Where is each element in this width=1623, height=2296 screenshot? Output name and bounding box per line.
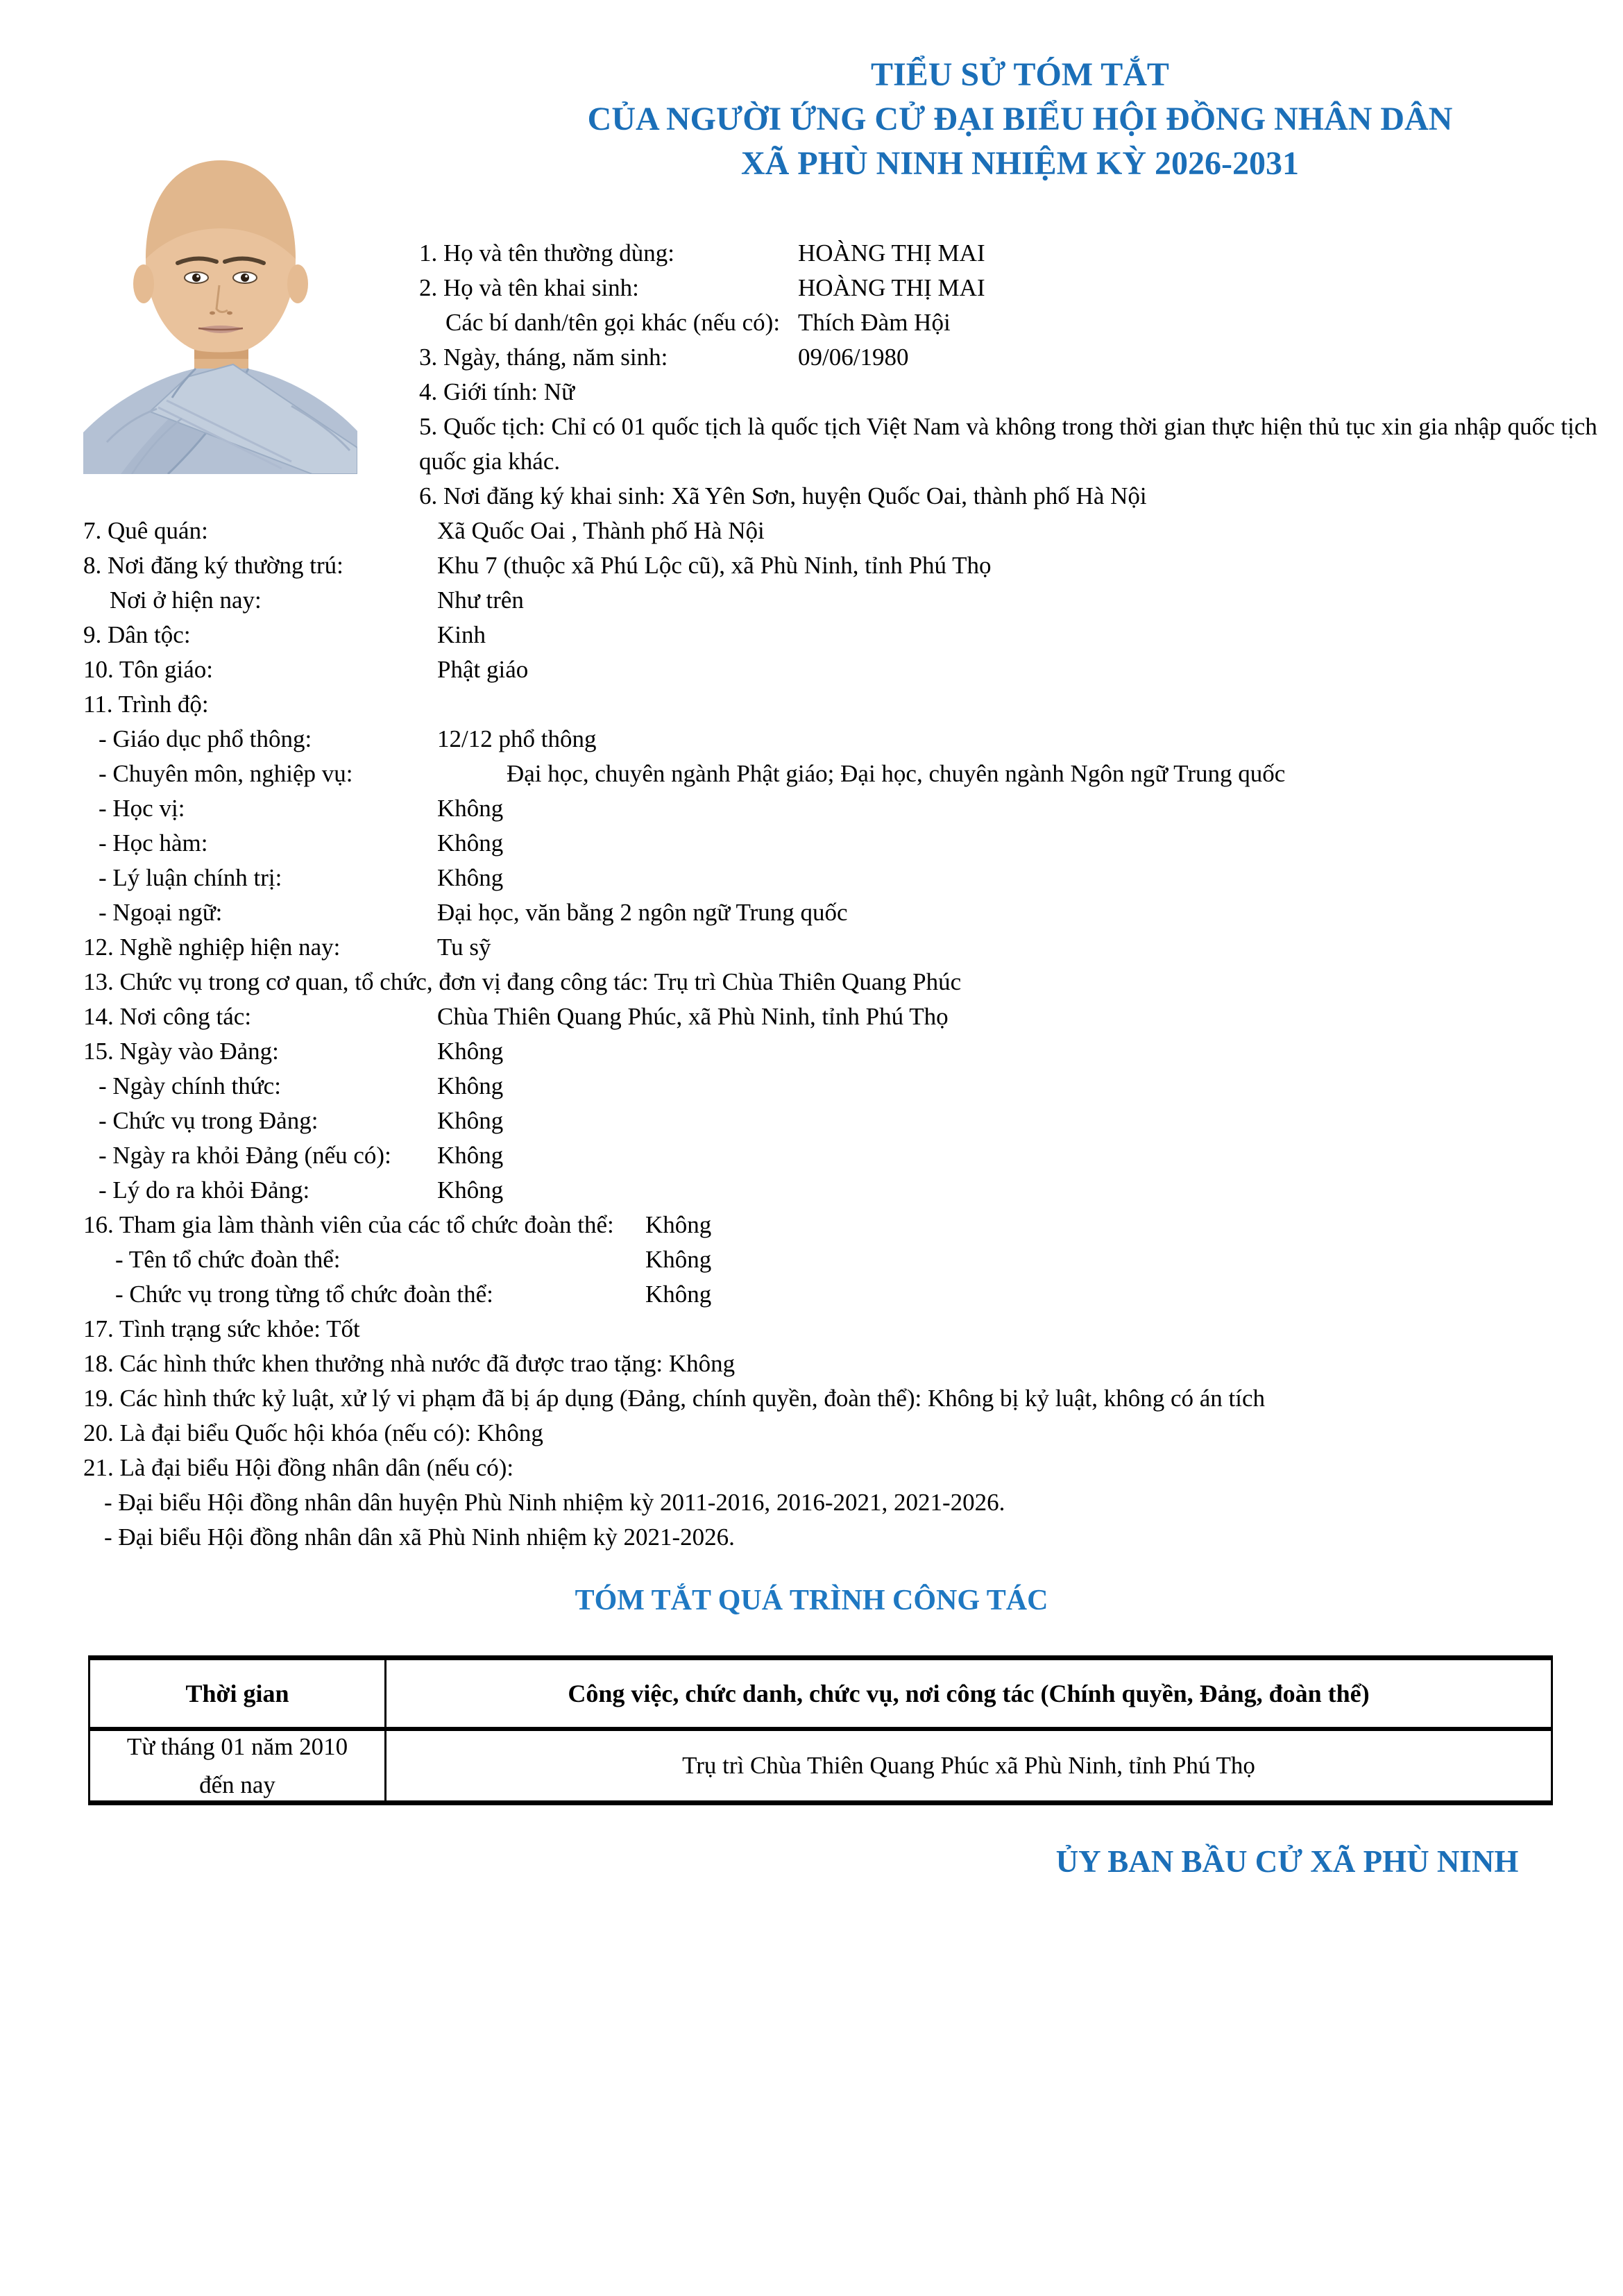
info-row-22 xyxy=(0,965,1623,999)
info-label: 20. Là đại biểu Quốc hội khóa (nếu có): Không xyxy=(83,1419,543,1446)
info-row-15 xyxy=(0,722,1623,757)
info-label: 11. Trình độ: xyxy=(83,691,209,718)
info-row-32 xyxy=(0,1312,1623,1347)
info-row-28 xyxy=(0,1173,1623,1208)
info-row-11 xyxy=(0,583,1623,618)
info-value: 12/12 phổ thông xyxy=(437,725,597,752)
info-label: Các bí danh/tên gọi khác (nếu có): xyxy=(445,309,781,336)
table-cell-job: Trụ trì Chùa Thiên Quang Phúc xã Phù Ninh, tỉnh Phú Thọ xyxy=(682,1752,1255,1779)
info-row-20 xyxy=(0,895,1623,930)
info-row-26 xyxy=(0,1104,1623,1138)
info-row-5 xyxy=(0,375,1623,410)
table-cell-time-line-1: Từ tháng 01 năm 2010 xyxy=(126,1733,348,1760)
info-value: Xã Quốc Oai , Thành phố Hà Nội xyxy=(437,517,765,544)
info-label: 14. Nơi công tác: xyxy=(83,1003,252,1030)
biography-info-list xyxy=(0,236,1623,1555)
info-label: - Chức vụ trong Đảng: xyxy=(99,1107,318,1134)
info-label: 5. Quốc tịch: Chỉ có 01 quốc tịch là quốc tịch Việt Nam và không trong thời gian thực hiện thủ tục xin gia nhập quốc tịch xyxy=(419,413,1597,440)
info-row-37 xyxy=(0,1485,1623,1520)
info-label: 9. Dân tộc: xyxy=(83,621,191,648)
info-label: 13. Chức vụ trong cơ quan, tổ chức, đơn vị đang công tác: Trụ trì Chùa Thiên Quang Phúc xyxy=(83,968,962,995)
info-value: HOÀNG THỊ MAI xyxy=(798,274,985,301)
info-row-35 xyxy=(0,1416,1623,1451)
info-value: Không xyxy=(645,1281,712,1308)
election-committee-signature: ỦY BAN BẦU CỬ XÃ PHÙ NINH xyxy=(1055,1844,1519,1879)
info-value: Chùa Thiên Quang Phúc, xã Phù Ninh, tỉnh Phú Thọ xyxy=(437,1003,949,1030)
info-label: 3. Ngày, tháng, năm sinh: xyxy=(419,344,668,371)
document-title-line-3: XÃ PHÙ NINH NHIỆM KỲ 2026-2031 xyxy=(741,145,1299,182)
info-row-24 xyxy=(0,1034,1623,1069)
info-value: Không xyxy=(645,1246,712,1273)
info-label: 21. Là đại biểu Hội đồng nhân dân (nếu có): xyxy=(83,1454,514,1481)
info-row-2 xyxy=(0,271,1623,305)
info-label: quốc gia khác. xyxy=(419,448,561,475)
info-label: - Lý do ra khỏi Đảng: xyxy=(99,1176,310,1204)
info-row-17 xyxy=(0,791,1623,826)
work-history-table xyxy=(88,1655,1553,1805)
work-history-section-title: TÓM TẮT QUÁ TRÌNH CÔNG TÁC xyxy=(575,1585,1048,1617)
info-label: 15. Ngày vào Đảng: xyxy=(83,1038,279,1065)
info-row-13 xyxy=(0,652,1623,687)
info-row-7 xyxy=(0,444,1623,479)
info-label: - Tên tổ chức đoàn thể: xyxy=(115,1246,341,1273)
info-row-9 xyxy=(0,514,1623,548)
info-value: Đại học, chuyên ngành Phật giáo; Đại học, chuyên ngành Ngôn ngữ Trung quốc xyxy=(507,760,1286,787)
info-value: Kinh xyxy=(437,621,486,648)
info-value: Không xyxy=(437,829,504,856)
info-value: 09/06/1980 xyxy=(798,344,909,371)
info-row-29 xyxy=(0,1208,1623,1242)
table-header-job: Công việc, chức danh, chức vụ, nơi công tác (Chính quyền, Đảng, đoàn thể) xyxy=(568,1680,1370,1707)
document-title-line-1: TIỂU SỬ TÓM TẮT xyxy=(871,56,1169,93)
info-label: 16. Tham gia làm thành viên của các tổ chức đoàn thể: xyxy=(83,1211,614,1238)
info-label: - Chức vụ trong từng tổ chức đoàn thể: xyxy=(115,1281,493,1308)
info-label: 2. Họ và tên khai sinh: xyxy=(419,274,639,301)
info-label: Nơi ở hiện nay: xyxy=(110,586,262,614)
info-row-27 xyxy=(0,1138,1623,1173)
info-label: - Đại biểu Hội đồng nhân dân huyện Phù Ninh nhiệm kỳ 2011-2016, 2016-2021, 2021-2026. xyxy=(104,1489,1005,1516)
info-row-21 xyxy=(0,930,1623,965)
document-title-line-2: CỦA NGƯỜI ỨNG CỬ ĐẠI BIỂU HỘI ĐỒNG NHÂN DÂN xyxy=(587,101,1453,137)
info-value: Không xyxy=(437,1176,504,1204)
info-row-25 xyxy=(0,1069,1623,1104)
info-row-3 xyxy=(0,305,1623,340)
info-label: - Ngày chính thức: xyxy=(99,1072,281,1099)
info-label: 17. Tình trạng sức khỏe: Tốt xyxy=(83,1315,360,1342)
info-label: 19. Các hình thức kỷ luật, xử lý vi phạm đã bị áp dụng (Đảng, chính quyền, đoàn thể): Không bị kỷ luật, không có án tích xyxy=(83,1385,1266,1412)
info-row-10 xyxy=(0,548,1623,583)
info-row-36 xyxy=(0,1451,1623,1485)
info-label: - Lý luận chính trị: xyxy=(99,864,282,891)
info-label: 6. Nơi đăng ký khai sinh: Xã Yên Sơn, huyện Quốc Oai, thành phố Hà Nội xyxy=(419,482,1147,509)
info-value: HOÀNG THỊ MAI xyxy=(798,239,985,267)
info-label: - Giáo dục phổ thông: xyxy=(99,725,312,752)
info-row-33 xyxy=(0,1347,1623,1381)
info-label: 18. Các hình thức khen thưởng nhà nước đã được trao tặng: Không xyxy=(83,1350,736,1377)
info-label: 4. Giới tính: Nữ xyxy=(419,378,575,405)
document-title xyxy=(416,53,1623,186)
info-value: Không xyxy=(437,1142,504,1169)
info-value: Không xyxy=(437,864,504,891)
info-row-31 xyxy=(0,1277,1623,1312)
info-row-4 xyxy=(0,340,1623,375)
info-row-23 xyxy=(0,999,1623,1034)
info-label: - Học vị: xyxy=(99,795,185,822)
info-value: Không xyxy=(437,1038,504,1065)
info-value: Không xyxy=(645,1211,712,1238)
info-value: Thích Đàm Hội xyxy=(798,309,951,336)
info-label: 8. Nơi đăng ký thường trú: xyxy=(83,552,343,579)
work-history-table-header-row xyxy=(90,1660,1551,1731)
info-label: - Chuyên môn, nghiệp vụ: xyxy=(99,760,353,787)
info-value: Phật giáo xyxy=(437,656,529,683)
info-value: Như trên xyxy=(437,586,524,614)
info-row-34 xyxy=(0,1381,1623,1416)
info-label: 1. Họ và tên thường dùng: xyxy=(419,239,674,267)
info-value: Không xyxy=(437,1107,504,1134)
info-label: 12. Nghề nghiệp hiện nay: xyxy=(83,934,341,961)
info-label: - Học hàm: xyxy=(99,829,208,856)
info-value: Không xyxy=(437,1072,504,1099)
work-history-table-row xyxy=(90,1731,1551,1800)
info-label: - Ngoại ngữ: xyxy=(99,899,223,926)
table-header-time: Thời gian xyxy=(90,1660,386,1727)
info-value: Khu 7 (thuộc xã Phú Lộc cũ), xã Phù Ninh, tỉnh Phú Thọ xyxy=(437,552,992,579)
info-row-19 xyxy=(0,861,1623,895)
info-value: Đại học, văn bằng 2 ngôn ngữ Trung quốc xyxy=(437,899,848,926)
info-row-6 xyxy=(0,410,1623,444)
info-value: Không xyxy=(437,795,504,822)
info-row-8 xyxy=(0,479,1623,514)
info-label: 10. Tôn giáo: xyxy=(83,656,213,683)
info-label: - Ngày ra khỏi Đảng (nếu có): xyxy=(99,1142,391,1169)
info-row-16 xyxy=(0,757,1623,791)
info-row-18 xyxy=(0,826,1623,861)
info-row-1 xyxy=(0,236,1623,271)
info-row-38 xyxy=(0,1520,1623,1555)
info-label: - Đại biểu Hội đồng nhân dân xã Phù Ninh nhiệm kỳ 2021-2026. xyxy=(104,1523,735,1551)
info-label: 7. Quê quán: xyxy=(83,517,208,544)
info-row-30 xyxy=(0,1242,1623,1277)
table-cell-time-line-2: đến nay xyxy=(199,1771,275,1798)
table-cell-time xyxy=(90,1731,386,1800)
info-row-14 xyxy=(0,687,1623,722)
info-row-12 xyxy=(0,618,1623,652)
info-value: Tu sỹ xyxy=(437,934,491,961)
